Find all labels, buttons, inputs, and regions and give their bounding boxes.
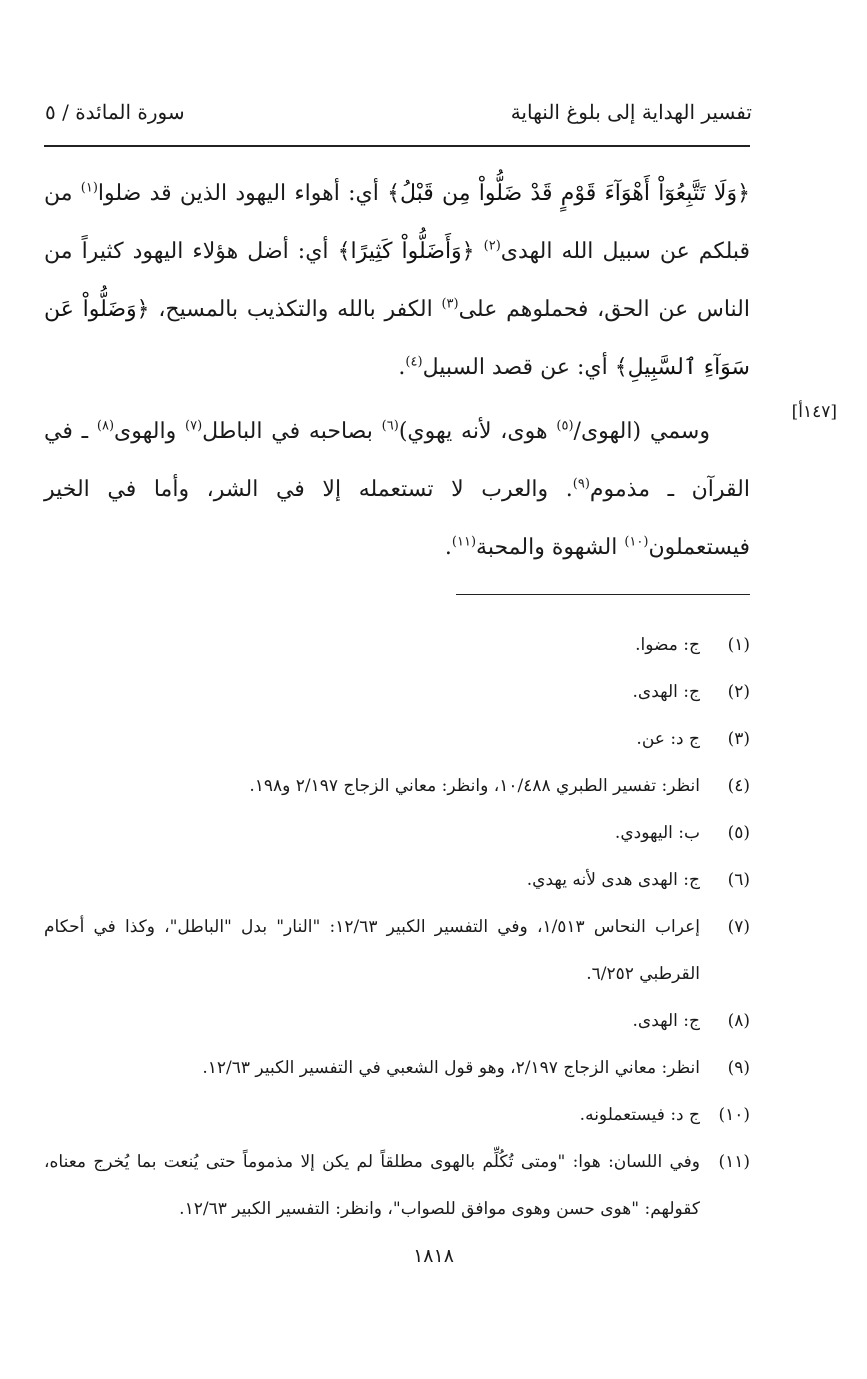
running-header-book-title: تفسير الهداية إلى بلوغ النهاية (510, 100, 752, 124)
footnote-ref: (٨) (96, 418, 115, 434)
footnote-number: (١١) (718, 1152, 750, 1172)
text-run: بصاحبه في الباطل (202, 419, 382, 444)
footnote-ref: (١٠) (624, 534, 649, 550)
footnote (44, 1045, 750, 1092)
footnote-ref: (٦) (381, 418, 399, 434)
footnote-number: (٥) (727, 823, 750, 843)
footnote-text: ج: الهدى. (632, 682, 700, 702)
text-run: وسمي (الهوى/ (573, 419, 710, 444)
footnote (44, 763, 750, 810)
quran-verse: ﴿وَضَلُّواْ عَن سَوَآءِ ٱلسَّبِيلِ﴾ (44, 297, 750, 380)
footnote-text: ج د: عن. (636, 729, 700, 749)
footnote-text: ج: الهدى هدى لأنه يهدي. (526, 870, 700, 890)
footnote (44, 622, 750, 669)
footnote-text: ب: اليهودي. (614, 823, 700, 843)
footnote-number: (٦) (727, 870, 750, 890)
header-rule (44, 145, 750, 147)
footnote-ref: (٣) (441, 296, 459, 312)
footnote-number: (٢) (727, 682, 750, 702)
footnote (44, 716, 750, 763)
footnote-ref: (١) (80, 180, 98, 196)
footnote (44, 810, 750, 857)
text-run: أي: أهواء اليهود الذين قد ضلوا (97, 181, 388, 206)
footnote-number: (٨) (727, 1011, 750, 1031)
text-run: أي: عن قصد السبيل (422, 355, 615, 380)
quran-verse: ﴿وَلَا تَتَّبِعُوٓاْ أَهْوَآءَ قَوْمٍ قَدْ ضَلُّواْ مِن قَبْلُ﴾ (387, 181, 750, 206)
footnote (44, 1139, 750, 1233)
text-run: الشهوة والمحبة (476, 535, 625, 560)
footnote-ref: (١١) (451, 534, 477, 550)
text-run: الكفر بالله والتكذيب بالمسيح، (149, 297, 442, 322)
footnote-separator (456, 594, 750, 595)
footnote-text: ج: مضوا. (635, 635, 700, 655)
running-header-surah: سورة المائدة / ٥ (45, 100, 185, 124)
footnote-text: إعراب النحاس ١/٥١٣، وفي التفسير الكبير ١٢/٦٣: "النار" بدل "الباطل"، وكذا في أحكام القرطبي ٦/٢٥٢. (44, 917, 700, 984)
footnote-number: (٣) (727, 729, 750, 749)
footnote-number: (١) (727, 635, 750, 655)
footnote-ref: (٢) (483, 238, 501, 254)
paragraph-2 (44, 403, 750, 577)
footnote-number: (٩) (727, 1058, 750, 1078)
main-text (44, 165, 750, 577)
footnotes (44, 622, 750, 1233)
text-run: . والعرب لا تستعمله إلا في الشر، وأما في الخير فيستعملون (44, 477, 750, 560)
quran-verse: ﴿وَأَضَلُّواْ كَثِيرًا﴾ (337, 239, 484, 264)
footnote-text: ج: الهدى. (632, 1011, 700, 1031)
text-run: من قبلكم عن سبيل الله الهدى (44, 181, 751, 264)
footnote (44, 998, 750, 1045)
footnote-ref: (٧) (185, 418, 203, 434)
footnote-ref: (٥) (556, 418, 574, 434)
footnote (44, 1092, 750, 1139)
paragraph-1 (44, 165, 750, 397)
page-number: ١٨١٨ (413, 1245, 454, 1267)
footnote-number: (١٠) (718, 1105, 750, 1125)
footnote-text: ج د: فيستعملونه. (579, 1105, 700, 1125)
text-run: هوى، لأنه يهوي) (398, 419, 557, 444)
footnote (44, 857, 750, 904)
footnote-ref: (٩) (572, 476, 590, 492)
text-run: والهوى (114, 419, 186, 444)
text-run: ـ في القرآن ـ مذموم (44, 419, 750, 502)
footnote-number: (٧) (727, 917, 750, 937)
text-run: . (398, 355, 406, 380)
footnote-text: انظر: تفسير الطبري ١٠/٤٨٨، وانظر: معاني الزجاج ٢/١٩٧ و١٩٨. (249, 776, 700, 796)
footnote-text: انظر: معاني الزجاج ٢/١٩٧، وهو قول الشعبي في التفسير الكبير ١٢/٦٣. (202, 1058, 700, 1078)
footnote (44, 904, 750, 998)
footnote (44, 669, 750, 716)
text-run: . (444, 535, 452, 560)
footnote-text: وفي اللسان: هوا: "ومتى تُكُلِّم بالهوى مطلقاً لم يكن إلا مذموماً حتى يُنعت بما يُخرج معناه، كقولهم: "هوى حسن وهوى موافق للصواب"، وانظر: التفسير الكبير ١٢/٦٣. (44, 1152, 700, 1219)
text-run: أي: أضل هؤلاء اليهود كثيراً من الناس عن الحق، فحملوهم على (44, 239, 750, 322)
manuscript-folio-marker: [١٤٧أ] (791, 402, 837, 422)
footnote-ref: (٤) (405, 354, 423, 370)
footnote-number: (٤) (727, 776, 750, 796)
